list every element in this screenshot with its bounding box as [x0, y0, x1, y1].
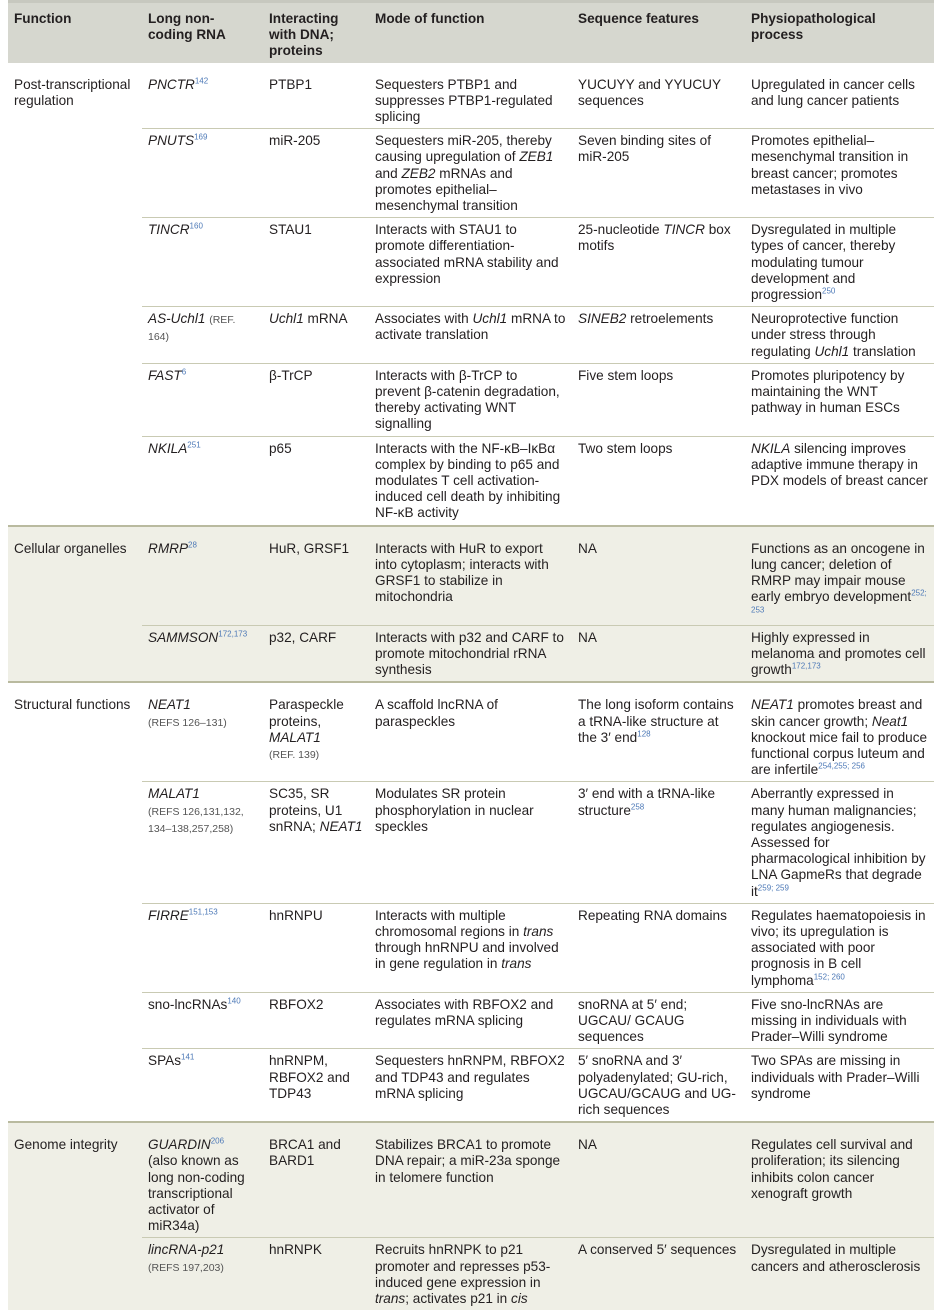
mode-of-function: Interacts with multiple chromosomal regions in trans through hnRNPU and involved in gene regulation in trans [375, 907, 559, 972]
lncrna-name: NEAT1 [148, 697, 191, 713]
sequence-features: YUCUYY and YYUCUY sequences [578, 76, 721, 108]
interacting-partners: miR-205 [269, 133, 321, 149]
process-cell [745, 1238, 934, 1310]
function-cell [8, 307, 142, 364]
physiopathological-process: Highly expressed in melanoma and promotes cell growth [751, 629, 926, 678]
lncrna-name-cell [142, 218, 263, 307]
group-genome-integrity [8, 1122, 934, 1310]
lncrna-name-cell [142, 625, 263, 682]
physiopathological-process: Neuroprotective function under stress through regulating Uchl1 translation [751, 311, 916, 359]
interacting-cell [263, 436, 369, 526]
lncrna-name-cell [142, 1049, 263, 1122]
lncrna-ref-note: (REFS 197,203) [148, 1261, 224, 1274]
lncrna-name-cell [142, 63, 263, 129]
function-cell [8, 526, 142, 626]
table-row [8, 363, 934, 436]
lncrna-name: FIRRE [148, 907, 189, 923]
sequence-cell [572, 307, 745, 364]
sequence-features: 25-nucleotide TINCR box motifs [578, 222, 731, 254]
interacting-cell [263, 307, 369, 364]
lncrna-reference: 141 [181, 1052, 195, 1062]
process-reference: 259; 259 [757, 883, 789, 893]
sequence-reference: 258 [630, 802, 645, 811]
mode-cell [369, 625, 572, 682]
sequence-cell [572, 436, 745, 526]
interacting-partners: hnRNPK [269, 1242, 322, 1258]
interacting-cell [263, 782, 369, 903]
process-cell [745, 307, 934, 364]
physiopathological-process: NKILA silencing improves adaptive immune therapy in PDX models of breast cancer [751, 440, 928, 489]
header-sequence: Sequence features [572, 2, 745, 63]
mode-cell [369, 1238, 572, 1310]
process-reference: 250 [822, 286, 836, 296]
table-row [8, 526, 934, 626]
function-cell [8, 363, 142, 436]
sequence-cell [572, 1122, 745, 1238]
physiopathological-process: Upregulated in cancer cells and lung cancer patients [751, 76, 915, 108]
sequence-cell [572, 363, 745, 436]
process-cell [745, 625, 934, 682]
sequence-cell [572, 782, 745, 903]
lncrna-name: NKILA [148, 440, 188, 456]
table-header [8, 2, 934, 63]
interacting-partners: β-TrCP [269, 367, 313, 383]
process-reference: 254,255; 256 [818, 761, 865, 771]
lncrna-name-cell [142, 129, 263, 218]
physiopathological-process: Five sno-lncRNAs are missing in individuals with Prader–Willi syndrome [751, 996, 907, 1045]
mode-of-function: Stabilizes BRCA1 to promote DNA repair; a miR-23a sponge in telomere function [375, 1137, 561, 1185]
lncrna-name-cell [142, 1122, 263, 1238]
lncrna-name: AS-Uchl1 [148, 311, 206, 327]
sequence-features: Repeating RNA domains [578, 907, 727, 923]
mode-of-function: Recruits hnRNPK to p21 promoter and represses p53-induced gene expression in trans; activates p21 in cis [375, 1242, 551, 1307]
lncrna-reference: 160 [189, 221, 203, 231]
interacting-ref-note: (REF. 139) [269, 748, 320, 761]
lncrna-reference: 169 [194, 132, 208, 142]
lncrna-reference: 140 [227, 996, 241, 1006]
physiopathological-process: Two SPAs are missing in individuals with Prader–Willi syndrome [751, 1053, 920, 1101]
interacting-partners: hnRNPM, RBFOX2 and TDP43 [269, 1053, 350, 1101]
physiopathological-process: NEAT1 promotes breast and skin cancer growth; Neat1 knockout mice fail to produce functional corpus luteum and are infertile [751, 697, 928, 778]
lncrna-ref-note: (REFS 126,131,132, 134–138,257,258) [148, 805, 244, 835]
lncrna-name: PNCTR [148, 76, 195, 92]
function-cell [8, 782, 142, 903]
interacting-cell [263, 903, 369, 992]
function-cell [8, 218, 142, 307]
interacting-partners: p32, CARF [269, 629, 337, 645]
lncrna-reference: 6 [181, 367, 187, 377]
table-row [8, 436, 934, 526]
process-cell [745, 63, 934, 129]
lncrna-name: TINCR [148, 222, 190, 238]
process-reference: 152; 260 [813, 972, 845, 982]
interacting-partners: RBFOX2 [269, 996, 324, 1012]
header-function: Function [8, 2, 142, 63]
physiopathological-process: Dysregulated in multiple types of cancer, thereby modulating tumour development and progression [751, 222, 897, 303]
lncrna-ref-note: (REF. 164) [148, 314, 236, 344]
process-cell [745, 129, 934, 218]
interacting-cell [263, 1122, 369, 1238]
lncrna-name-cell [142, 307, 263, 364]
process-cell [745, 363, 934, 436]
table-row [8, 782, 934, 903]
mode-of-function: Interacts with p32 and CARF to promote mitochondrial rRNA synthesis [375, 629, 564, 678]
physiopathological-process: Functions as an oncogene in lung cancer; deletion of RMRP may impair mouse early embryo development [751, 540, 925, 605]
lncrna-ref-note: (REFS 126–131) [148, 716, 227, 729]
sequence-cell [572, 625, 745, 682]
mode-cell [369, 526, 572, 626]
lncrna-name-cell [142, 363, 263, 436]
function-cell [8, 1049, 142, 1122]
lncrna-name-cell [142, 1238, 263, 1310]
lncrna-reference: 151,153 [188, 907, 218, 917]
interacting-partners: BRCA1 and BARD1 [269, 1137, 341, 1169]
table-row [8, 218, 934, 307]
group-post-transcriptional-regulation [8, 63, 934, 526]
process-cell [745, 218, 934, 307]
interacting-cell [263, 129, 369, 218]
lncrna-name: sno-lncRNAs [148, 996, 228, 1012]
sequence-features: Seven binding sites of miR-205 [578, 133, 712, 165]
sequence-cell [572, 1049, 745, 1122]
interacting-partners: HuR, GRSF1 [269, 540, 350, 556]
sequence-features: A conserved 5′ sequences [578, 1242, 737, 1258]
interacting-partners: Paraspeckle proteins, MALAT1 [269, 697, 344, 745]
sequence-cell [572, 682, 745, 782]
mode-cell [369, 903, 572, 992]
sequence-features: SINEB2 retroelements [578, 311, 714, 327]
function-cell [8, 1122, 142, 1238]
table-row [8, 307, 934, 364]
interacting-cell [263, 625, 369, 682]
physiopathological-process: Regulates haematopoiesis in vivo; its upregulation is associated with poor prognosis in B cell lymphoma [751, 907, 926, 988]
function-label: Structural functions [14, 697, 131, 713]
interacting-cell [263, 363, 369, 436]
sequence-features: 3′ end with a tRNA-like structure [578, 786, 716, 818]
mode-cell [369, 992, 572, 1049]
lncrna-name: SAMMSON [148, 629, 219, 645]
lncrna-name-cell [142, 992, 263, 1049]
physiopathological-process: Aberrantly expressed in many human malignancies; regulates angiogenesis. Assessed for pharmacological inhibition by LNA GapmeRs that degrade it [751, 786, 926, 899]
mode-cell [369, 363, 572, 436]
mode-of-function: Interacts with the NF-κB–IκBα complex by binding to p65 and modulates T cell activation-induced cell death by inhibiting NF-κB activity [375, 440, 561, 521]
mode-cell [369, 782, 572, 903]
header-mode: Mode of function [369, 2, 572, 63]
interacting-cell [263, 992, 369, 1049]
interacting-partners: hnRNPU [269, 907, 323, 923]
mode-of-function: A scaffold lncRNA of paraspeckles [375, 697, 498, 729]
mode-cell [369, 1122, 572, 1238]
process-reference: 172,173 [791, 661, 821, 671]
sequence-cell [572, 63, 745, 129]
physiopathological-process: Promotes pluripotency by maintaining the WNT pathway in human ESCs [751, 367, 905, 416]
mode-cell [369, 218, 572, 307]
interacting-partners: SC35, SR proteins, U1 snRNA; NEAT1 [269, 786, 363, 834]
sequence-features: Two stem loops [578, 440, 673, 456]
lncrna-name: MALAT1 [148, 786, 200, 802]
interacting-cell [263, 63, 369, 129]
function-cell [8, 1238, 142, 1310]
interacting-partners: p65 [269, 440, 292, 456]
function-cell [8, 625, 142, 682]
mode-of-function: Associates with RBFOX2 and regulates mRNA splicing [375, 996, 554, 1028]
mode-of-function: Sequesters PTBP1 and suppresses PTBP1-regulated splicing [375, 76, 553, 125]
table-row [8, 625, 934, 682]
lncrna-name: FAST [148, 367, 182, 383]
lncrna-reference: 142 [194, 76, 209, 86]
process-cell [745, 1122, 934, 1238]
table-row [8, 1049, 934, 1122]
lncrna-reference: 206 [210, 1136, 225, 1146]
lncrna-function-table [8, 0, 934, 1310]
function-cell [8, 129, 142, 218]
table-row [8, 903, 934, 992]
lncrna-name-cell [142, 782, 263, 903]
header-process: Physiopathological process [745, 2, 934, 63]
mode-cell [369, 1049, 572, 1122]
lncrna-reference: 251 [187, 440, 201, 450]
function-label: Genome integrity [14, 1137, 118, 1153]
mode-of-function: Sequesters miR-205, thereby causing upregulation of ZEB1 and ZEB2 mRNAs and promotes epithelial–mesenchymal transition [375, 133, 554, 214]
process-reference: 252; 253 [751, 588, 927, 614]
mode-of-function: Sequesters hnRNPM, RBFOX2 and TDP43 and regulates mRNA splicing [375, 1053, 565, 1101]
table-row [8, 63, 934, 129]
table-row [8, 129, 934, 218]
physiopathological-process: Promotes epithelial–mesenchymal transition in breast cancer; promotes metastases in vivo [751, 133, 909, 197]
lncrna-name: GUARDIN [148, 1137, 211, 1153]
sequence-cell [572, 526, 745, 626]
lncrna-name-cell [142, 526, 263, 626]
lncrna-name: RMRP [148, 540, 189, 556]
process-cell [745, 682, 934, 782]
mode-cell [369, 129, 572, 218]
sequence-features: The long isoform contains a tRNA-like structure at the 3′ end [578, 697, 734, 745]
lncrna-name: SPAs [148, 1053, 181, 1069]
mode-of-function: Interacts with STAU1 to promote differentiation-associated mRNA stability and expression [375, 222, 559, 286]
sequence-cell [572, 218, 745, 307]
function-label: Post-transcriptional regulation [14, 76, 131, 108]
sequence-features: NA [578, 1137, 597, 1153]
interacting-cell [263, 1049, 369, 1122]
lncrna-name-cell [142, 682, 263, 782]
function-label: Cellular organelles [14, 540, 127, 556]
mode-cell [369, 307, 572, 364]
interacting-cell [263, 218, 369, 307]
sequence-features: Five stem loops [578, 367, 674, 383]
function-cell [8, 436, 142, 526]
process-cell [745, 903, 934, 992]
physiopathological-process: Dysregulated in multiple cancers and atherosclerosis [751, 1242, 921, 1274]
process-cell [745, 436, 934, 526]
table-row [8, 1238, 934, 1310]
interacting-cell [263, 1238, 369, 1310]
interacting-cell [263, 526, 369, 626]
header-interacting: Interacting with DNA; proteins [263, 2, 369, 63]
table-row [8, 1122, 934, 1238]
table-row [8, 992, 934, 1049]
sequence-features: snoRNA at 5′ end; UGCAU/ GCAUG sequences [578, 996, 688, 1045]
interacting-partners: PTBP1 [269, 76, 313, 92]
function-cell [8, 903, 142, 992]
mode-cell [369, 436, 572, 526]
process-cell [745, 1049, 934, 1122]
mode-cell [369, 682, 572, 782]
lncrna-name-cell [142, 436, 263, 526]
function-cell [8, 992, 142, 1049]
sequence-cell [572, 129, 745, 218]
lncrna-name: lincRNA-p21 [148, 1242, 225, 1258]
physiopathological-process: Regulates cell survival and proliferation; its silencing inhibits colon cancer xenograft growth [751, 1137, 913, 1201]
process-cell [745, 782, 934, 903]
lncrna-reference: 172,173 [218, 629, 248, 639]
lncrna-alias: (also known as long non-coding transcriptional activator of miR34a) [148, 1153, 245, 1234]
function-cell [8, 682, 142, 782]
lncrna-name-cell [142, 903, 263, 992]
header-lncrna: Long non-coding RNA [142, 2, 263, 63]
mode-of-function: Associates with Uchl1 mRNA to activate translation [375, 311, 566, 343]
sequence-features: 5′ snoRNA and 3′ polyadenylated; GU-rich, UGCAU/GCAUG and UG-rich sequences [578, 1053, 736, 1117]
lncrna-name: PNUTS [148, 133, 195, 149]
process-cell [745, 526, 934, 626]
sequence-cell [572, 903, 745, 992]
sequence-features: NA [578, 540, 597, 556]
group-cellular-organelles [8, 526, 934, 683]
function-cell [8, 63, 142, 129]
mode-of-function: Modulates SR protein phosphorylation in nuclear speckles [375, 786, 534, 834]
interacting-partners: Uchl1 mRNA [269, 311, 348, 327]
interacting-cell [263, 682, 369, 782]
mode-cell [369, 63, 572, 129]
mode-of-function: Interacts with β-TrCP to prevent β-catenin degradation, thereby activating WNT signalling [375, 367, 560, 432]
sequence-cell [572, 992, 745, 1049]
sequence-cell [572, 1238, 745, 1310]
mode-of-function: Interacts with HuR to export into cytoplasm; interacts with GRSF1 to stabilize in mitochondria [375, 540, 549, 605]
group-structural-functions [8, 682, 934, 1122]
sequence-features: NA [578, 629, 597, 645]
lncrna-reference: 28 [188, 540, 197, 550]
interacting-partners: STAU1 [269, 222, 312, 238]
table-row [8, 682, 934, 782]
process-cell [745, 992, 934, 1049]
sequence-reference: 128 [637, 729, 651, 739]
